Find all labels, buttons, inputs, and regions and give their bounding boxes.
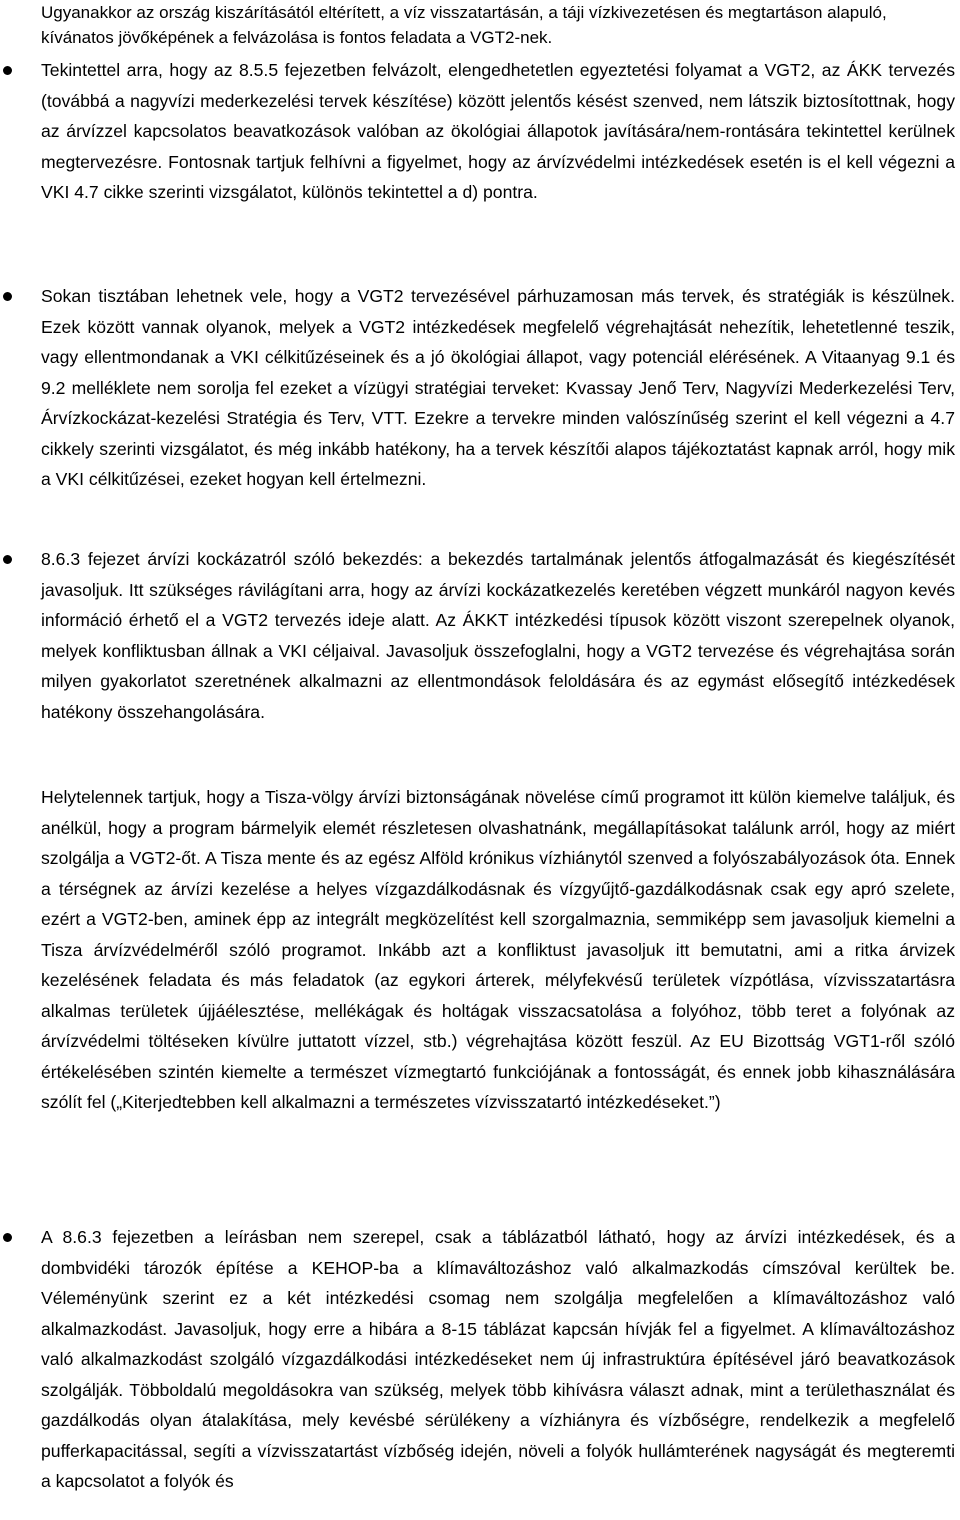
paragraph-bullet-4: A 8.6.3 fejezetben a leírásban nem szerepel, csak a táblázatból látható, hogy az árvízi intézkedések, és a dombvidéki tározók építése a KEHOP-ba a klímaváltozáshoz való alkalmazkodás címszóval kerültek be. Véleményünk szerint ez a két intézkedési csomag nem szolgálja megfelelően a klímaváltozáshoz való alkalmazkodást. Javasoljuk, hogy erre a hibára a 8-15 táblázat kapcsán hívják fel a figyelmet. A klímaváltozáshoz való alkalmazkodást szolgáló vízgazdálkodási intézkedéseket nem új infrastruktúra építésével járó beavatkozások szolgálják. Többoldalú megoldásokra van szükség, melyek több kihívásra választ adnak, mint a területhasználat és gazdálkodás olyan átalakítása, mely kevésbé sérülékeny a vízhiányra és vízbőségre, rendelkezik a megfelelő pufferkapacitással, segíti a vízvisszatartást vízbőség idején, növeli a folyók hullámterének nagyságát és megteremti a kapcsolatot a folyók és: [41, 1227, 955, 1491]
paragraph-intro: Ugyanakkor az ország kiszárításától eltérített, a víz visszatartásán, a táji vízkivezetésen és megtartáson alapuló, kívánatos jövőképének a felvázolása is fontos feladata a VGT2-nek.: [41, 3, 887, 47]
bullet-icon: [3, 66, 12, 75]
paragraph-bullet-1: Tekintettel arra, hogy az 8.5.5 fejezetben felvázolt, elengedhetetlen egyeztetési folyamat a VGT2, az ÁKK tervezés (továbbá a nagyvízi mederkezelési tervek készítése) között jelentős késést szenved, nem látszik biztosítottnak, hogy az árvízzel kapcsolatos beavatkozások valóban az ökológiai állapotok javítására/nem-rontására tekintettel kerülnek megtervezésre. Fontosnak tartjuk felhívni a figyelmet, hogy az árvízvédelmi intézkedések esetén is el kell végezni a VKI 4.7 cikke szerinti vizsgálatot, különös tekintettel a d) pontra.: [41, 60, 955, 202]
paragraph-bullet-2: Sokan tisztában lehetnek vele, hogy a VGT2 tervezésével párhuzamosan más tervek, és stratégiák is készülnek. Ezek között vannak olyanok, melyek a VGT2 intézkedések megfelelő végrehajtását nehezítik, lehetetlenné teszik, vagy ellentmondanak a VKI célkitűzéseinek és a jó ökológiai állapot, vagy potenciál elérésének. A Vitaanyag 9.1 és 9.2 melléklete nem sorolja fel ezeket a vízügyi stratégiai terveket: Kvassay Jenő Terv, Nagyvízi Mederkezelési Terv, Árvízkockázat-kezelési Stratégia és Terv, VTT. Ezekre a tervekre minden valószínűség szerint el kell végezni a 4.7 cikkely szerinti vizsgálatot, és még inkább hatékony, ha a tervek készítői alapos tájékoztatást kapnak arról, hogy mik a VKI célkitűzései, ezeket hogyan kell értelmezni.: [41, 286, 955, 489]
bullet-icon: [3, 292, 12, 301]
paragraph-tisza: Helytelennek tartjuk, hogy a Tisza-völgy árvízi biztonságának növelése című programot itt külön kiemelve találjuk, és anélkül, hogy a program bármelyik elemét részletesen olvashatnánk, megállapításokat találunk arról, hogy az miért szolgálja a VGT2-őt. A Tisza mente és az egész Alföld krónikus vízhiánytól szenved a folyószabályozások óta. Ennek a térségnek az árvízi kezelése a helyes vízgazdálkodásnak és vízgyűjtő-gazdálkodásnak csak egy apró szelete, ezért a VGT2-ben, aminek épp az integrált megközelítést kell szorgalmaznia, semmiképp sem javasoljuk kiemelni a Tisza árvízvédelméről szóló programot. Inkább azt a konfliktust javasoljuk itt bemutatni, ami a ritka árvizek kezelésének feladata és más feladatok (az egykori árterek, mélyfekvésű területek vízpótlása, vízvisszatartásra alkalmas területek újjáélesztése, mellékágak és holtágak visszacsatolása a folyóhoz, több teret a folyónak az árvízvédelmi töltéseken kívülre juttatott vízzel, stb.) végrehajtása között feszül. Az EU Bizottság VGT1-ről szóló értékelésében szintén kiemelte a természet vízmegtartó funkciójának a fontosságát, és ennek jobb kihasználására szólít fel („Kiterjedtebben kell alkalmazni a természetes vízvisszatartó intézkedéseket.”): [41, 787, 955, 1112]
bullet-icon: [3, 555, 12, 564]
bullet-icon: [3, 1233, 12, 1242]
paragraph-bullet-3: 8.6.3 fejezet árvízi kockázatról szóló bekezdés: a bekezdés tartalmának jelentős átfogalmazását és kiegészítését javasoljuk. Itt szükséges rávilágítani arra, hogy az árvízi kockázatkezelés keretében végzett munkáról nagyon kevés információ érhető el a VGT2 tervezés ideje alatt. Az ÁKKT intézkedési típusok között viszont szerepelnek olyanok, melyek konfliktusban állnak a VKI céljaival. Javasoljuk összefoglalni, hogy a VGT2 tervezése és végrehajtása során milyen gyakorlatot szeretnének alkalmazni az ellentmondások feloldására és az egymást elősegítő intézkedések hatékony összehangolására.: [41, 549, 955, 722]
